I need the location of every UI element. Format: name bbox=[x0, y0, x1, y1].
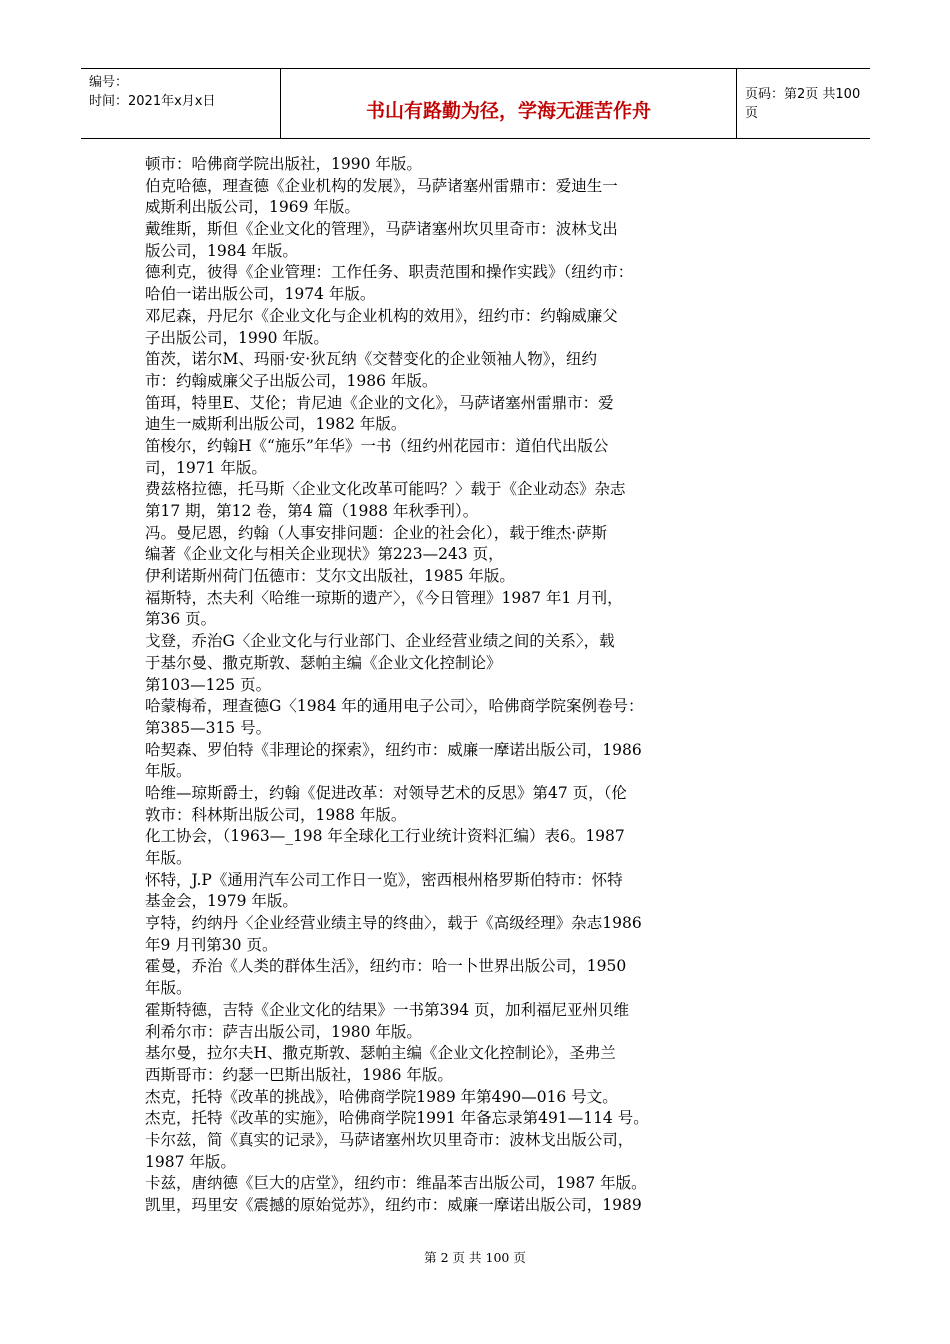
document-date-label: 时间：2021年x月x日 bbox=[89, 94, 216, 109]
text-line: 德利克，彼得《企业管理：工作任务、职责范围和操作实践》（纽约市： bbox=[145, 263, 634, 282]
header-meta bbox=[81, 69, 281, 138]
text-line: 伯克哈德，理查德《企业机构的发展》，马萨诸塞州雷鼎市：爱迪生一 bbox=[145, 176, 618, 195]
text-line: 霍曼，乔治《人类的群体生活》，纽约市：哈一卜世界出版公司，1950 bbox=[145, 957, 627, 976]
text-line: 卡尔兹，简《真实的记录》，马萨诸塞州坎贝里奇市：波林戈出版公司， bbox=[145, 1130, 634, 1149]
text-line: 哈维—琼斯爵士，约翰《促进改革：对领导艺术的反思》第47 页，（伦 bbox=[145, 783, 627, 802]
text-line: 笛梭尔，约翰H《“施乐”年华》一书（纽约州花园市：道伯代出版公 bbox=[145, 436, 609, 455]
text-line: 杰克，托特《改革的实施》，哈佛商学院1991 年备忘录第491—114 号。 bbox=[145, 1109, 649, 1128]
text-line: 年版。 bbox=[145, 762, 192, 781]
text-line: 顿市：哈佛商学院出版社，1990 年版。 bbox=[145, 155, 422, 173]
text-line: 戈登，乔治G〈企业文化与行业部门、企业经营业绩之间的关系〉，载 bbox=[145, 632, 615, 651]
text-line: 利希尔市：萨吉出版公司，1980 年版。 bbox=[145, 1022, 422, 1041]
header-motto-cell bbox=[281, 69, 737, 138]
text-line: 威斯利出版公司，1969 年版。 bbox=[145, 198, 360, 217]
text-line: 市：约翰威廉父子出版公司，1986 年版。 bbox=[145, 371, 438, 390]
text-line: 化工协会，（1963—_198 年全球化工行业统计资料汇编）表6。1987 bbox=[145, 827, 625, 846]
text-line: 杰克，托特《改革的挑战》，哈佛商学院1989 年第490—016 号文。 bbox=[145, 1087, 618, 1106]
document-number-label: 编号： bbox=[89, 75, 129, 90]
text-line: 戴维斯，斯但《企业文化的管理》，马萨诸塞州坎贝里奇市：波林戈出 bbox=[145, 220, 618, 239]
text-line: 1987 年版。 bbox=[145, 1152, 236, 1171]
text-line: 哈契森、罗伯特《非理论的探索》，纽约市：威廉一摩诺出版公司，1986 bbox=[145, 740, 642, 759]
text-line: 基尔曼，拉尔夫H、撒克斯敦、瑟帕主编《企业文化控制论》，圣弗兰 bbox=[145, 1044, 616, 1063]
text-line: 第103—125 页。 bbox=[145, 675, 272, 694]
text-line: 凯里，玛里安《震撼的原始觉苏》，纽约市：威廉一摩诺出版公司，1989 bbox=[145, 1196, 642, 1214]
text-line: 笛茨，诺尔M、玛丽·安·狄瓦纳《交替变化的企业领袖人物》，纽约 bbox=[145, 350, 597, 369]
text-line: 哈蒙梅希，理查德G〈1984 年的通用电子公司〉，哈佛商学院案例卷号： bbox=[145, 697, 644, 716]
text-line: 于基尔曼、撒克斯敦、瑟帕主编《企业文化控制论》 bbox=[145, 653, 502, 672]
text-line: 哈伯一诺出版公司，1974 年版。 bbox=[145, 285, 376, 304]
text-line: 费兹格拉德，托马斯〈企业文化改革可能吗？〉载于《企业动态》杂志 bbox=[145, 480, 626, 499]
text-line: 敦市：科林斯出版公司，1988 年版。 bbox=[145, 805, 407, 824]
text-line: 年版。 bbox=[145, 849, 192, 867]
text-line: 基金会，1979 年版。 bbox=[145, 892, 298, 911]
text-line: 笛珥，特里E、艾伦；肯尼迪《企业的文化》，马萨诸塞州雷鼎市：爱 bbox=[145, 393, 614, 412]
page-header bbox=[81, 68, 870, 139]
text-line: 邓尼森，丹尼尔《企业文化与企业机构的效用》，纽约市：约翰威廉父 bbox=[145, 306, 618, 325]
text-line: 子出版公司，1990 年版。 bbox=[145, 328, 329, 347]
page-footer bbox=[0, 1248, 950, 1266]
text-line: 第385—315 号。 bbox=[145, 718, 272, 737]
text-line: 卡兹，唐纳德《巨大的店堂》，纽约市：维晶苯吉出版公司，1987 年版。 bbox=[145, 1174, 647, 1193]
text-line: 年版。 bbox=[145, 979, 192, 998]
text-line: 版公司，1984 年版。 bbox=[145, 241, 298, 260]
text-line: 年9 月刊第30 页。 bbox=[145, 935, 278, 954]
footer-page-number: 第 2 页 共 100 页 bbox=[424, 1250, 526, 1265]
bibliography-body bbox=[145, 154, 770, 1217]
text-line: 编著《企业文化与相关企业现状》第223—243 页， bbox=[145, 545, 504, 564]
header-page-info-cell bbox=[737, 69, 870, 138]
text-line: 怀特，J.P《通用汽车公司工作日一览》，密西根州格罗斯伯特市：怀特 bbox=[145, 870, 623, 889]
header-page-info: 页码：第2页 共100页 bbox=[745, 87, 861, 121]
text-line: 第36 页。 bbox=[145, 610, 217, 629]
header-motto: 书山有路勤为径，学海无涯苦作舟 bbox=[365, 100, 651, 122]
text-line: 冯。曼尼恩，约翰（人事安排问题：企业的社会化），载于维杰·萨斯 bbox=[145, 523, 608, 542]
text-line: 西斯哥市：约瑟一巴斯出版社，1986 年版。 bbox=[145, 1065, 453, 1084]
text-line: 霍斯特德，吉特《企业文化的结果》一书第394 页，加利福尼亚州贝维 bbox=[145, 1000, 630, 1019]
text-line: 伊利诺斯州荷门伍德市：艾尔文出版社，1985 年版。 bbox=[145, 567, 515, 586]
text-line: 司，1971 年版。 bbox=[145, 458, 267, 477]
text-line: 第17 期，第12 卷，第4 篇（1988 年秋季刊）。 bbox=[145, 502, 479, 520]
text-line: 亨特，约纳丹〈企业经营业绩主导的终曲〉，载于《高级经理》杂志1986 bbox=[145, 914, 642, 933]
text-line: 福斯特，杰夫利〈哈维一琼斯的遗产〉，《今日管理》1987 年1 月刊， bbox=[145, 588, 623, 607]
text-line: 迪生一威斯利出版公司，1982 年版。 bbox=[145, 415, 407, 434]
